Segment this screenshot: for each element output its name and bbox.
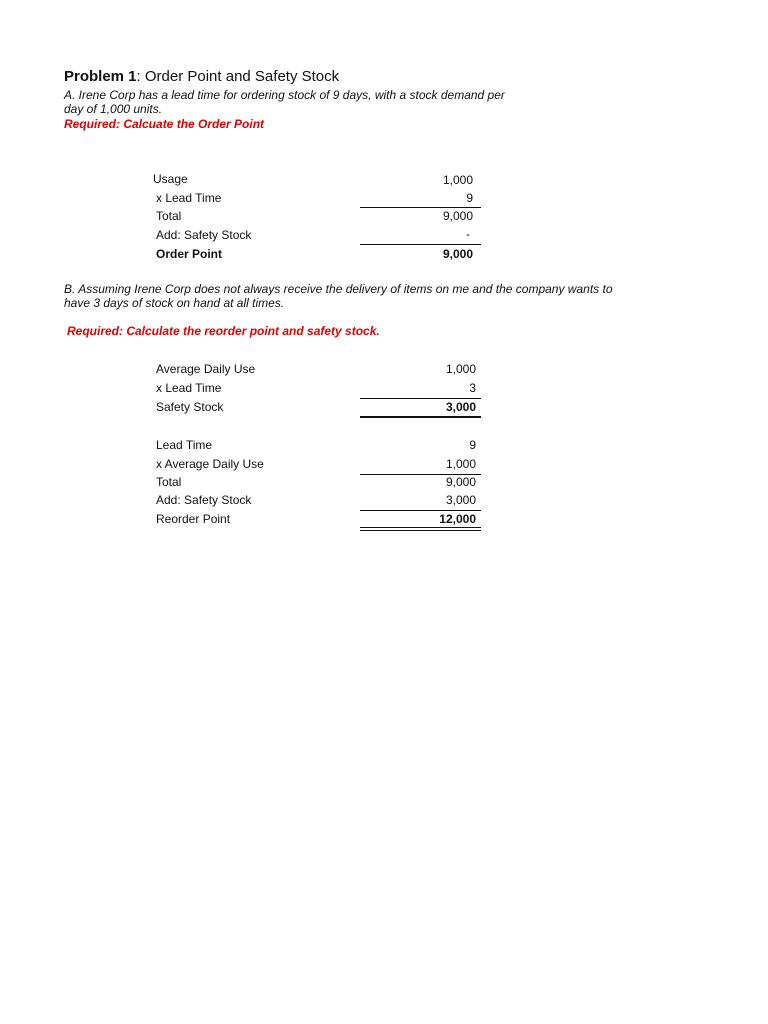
double-underline (360, 527, 481, 531)
table-b2-label: x Average Daily Use (156, 457, 264, 471)
table-a-label: Total (156, 209, 182, 223)
table-a-label: Add: Safety Stock (156, 228, 252, 242)
table-a-label: x Lead Time (156, 191, 222, 205)
part-a-line-1: A. Irene Corp has a lead time for ordering stock of 9 days, with a stock demand per (64, 88, 505, 102)
title-bold: Problem 1 (64, 68, 137, 85)
table-a-value: 1,000 (442, 173, 473, 187)
table-b2-value: 9,000 (445, 475, 476, 489)
table-a-value: 9,000 (442, 209, 473, 223)
underline (360, 398, 481, 399)
title-rest: : Order Point and Safety Stock (136, 68, 340, 85)
table-b1-label: Safety Stock (156, 400, 224, 414)
table-b1-value: 3 (469, 381, 476, 395)
table-b2-label: Add: Safety Stock (156, 493, 252, 507)
table-b2-label: Total (156, 475, 182, 489)
part-a-line-2: day of 1,000 units. (64, 102, 163, 116)
underline (360, 510, 481, 511)
part-b-line-2: have 3 days of stock on hand at all times. (64, 296, 285, 310)
table-a-label: Usage (153, 172, 188, 186)
table-a-value: 9 (466, 191, 473, 205)
underline (360, 207, 481, 208)
table-b2-label: Lead Time (156, 438, 213, 452)
page-title (64, 68, 339, 85)
part-b-required: Required: Calculate the reorder point and safety stock. (67, 324, 380, 338)
table-b2-value: 9 (469, 438, 476, 452)
table-b1-label: Average Daily Use (156, 362, 256, 376)
underline (360, 244, 481, 245)
table-b2-total-value: 12,000 (439, 512, 476, 526)
table-a-total-value: 9,000 (442, 247, 473, 261)
total-underline (360, 416, 481, 418)
part-b-line-1: B. Assuming Irene Corp does not always receive the delivery of items on me and the company wants to (64, 282, 613, 296)
table-a-value: - (466, 227, 470, 241)
table-b1-label: x Lead Time (156, 381, 222, 395)
table-b2-value: 1,000 (445, 457, 476, 471)
table-a-total-label: Order Point (156, 247, 223, 261)
table-b1-value: 1,000 (445, 362, 476, 376)
table-b1-total-value: 3,000 (445, 400, 476, 414)
table-b2-value: 3,000 (445, 493, 476, 507)
table-b2-label: Reorder Point (156, 512, 231, 526)
part-a-required: Required: Calcuate the Order Point (64, 117, 265, 131)
